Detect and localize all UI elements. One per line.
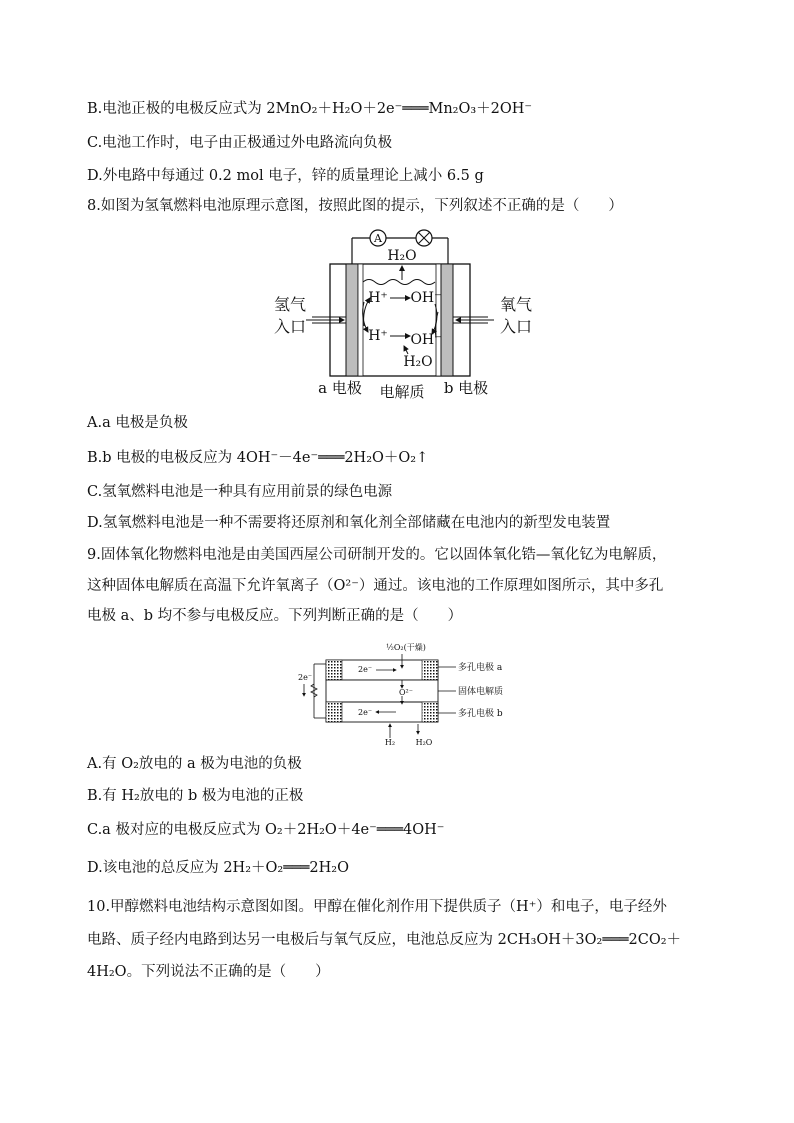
hydrogen-oxygen-fuel-cell-diagram <box>260 222 540 402</box>
q7-option-d: D.外电路中每通过 0.2 mol 电子，锌的质量理论上减小 6.5 g <box>87 168 484 184</box>
q9-option-a: A.有 O₂放电的 a 极为电池的负极 <box>87 756 302 772</box>
q10-stem-line-1: 10.甲醇燃料电池结构示意图如图。甲醇在催化剂作用下提供质子（H⁺）和电子，电子经外 <box>87 899 667 915</box>
h2-inlet-label-2: 入口 <box>273 317 307 336</box>
electron-circuit-label: 2e⁻ <box>298 673 313 682</box>
porous-electrode-b-label: 多孔电极 b <box>458 709 503 719</box>
q9-stem-line-2: 这种固体电解质在高温下允许氧离子（O²⁻）通过。该电池的工作原理如图所示，其中多孔 <box>87 578 664 594</box>
q9-stem-line-3: 电极 a、b 均不参与电极反应。下列判断正确的是（ ） <box>87 608 463 624</box>
ammeter-label: A <box>374 232 382 245</box>
h2o-bottom-label: H₂O <box>403 354 433 370</box>
electrode-b <box>441 264 453 376</box>
h2-label: H₂ <box>384 738 396 746</box>
porous-electrode-b-right <box>422 702 438 722</box>
q7-option-b: B.电池正极的电极反应式为 2MnO₂＋H₂O＋2e⁻═══Mn₂O₃＋2OH⁻ <box>87 101 533 117</box>
porous-electrode-a-left <box>326 660 342 680</box>
porous-electrode-a-right <box>422 660 438 680</box>
o2-dry-label: ½O₂(干燥) <box>386 643 426 652</box>
q8-option-b: B.b 电极的电极反应为 4OH⁻－4e⁻═══2H₂O＋O₂↑ <box>87 450 429 466</box>
electrode-a-label: a 电极 <box>318 379 362 397</box>
porous-electrode-a-label: 多孔电极 a <box>458 663 503 673</box>
electron-top-label: 2e⁻ <box>358 665 373 674</box>
q9-stem-line-1: 9.固体氧化物燃料电池是由美国西屋公司研制开发的。它以固体氧化锆—氧化钇为电解质， <box>87 547 667 563</box>
q8-option-c: C.氢氧燃料电池是一种具有应用前景的绿色电源 <box>87 484 393 500</box>
electrode-a <box>346 264 358 376</box>
q8-option-a: A.a 电极是负极 <box>87 415 188 431</box>
oh-minus-ion-2: OH⁻ <box>410 332 442 348</box>
h-plus-ion-1: H⁺ <box>368 290 388 306</box>
porous-electrode-b-left <box>326 702 342 722</box>
electron-bottom-label: 2e⁻ <box>358 708 373 717</box>
oxide-ion-label: O²⁻ <box>399 688 413 697</box>
q9-option-b: B.有 H₂放电的 b 极为电池的正极 <box>87 788 304 804</box>
q10-stem-line-2: 电路、质子经内电路到达另一电极后与氧气反应，电池总反应为 2CH₃OH＋3O₂═══2CO₂＋ <box>87 932 682 948</box>
q9-option-c: C.a 极对应的电极反应式为 O₂＋2H₂O＋4e⁻═══4OH⁻ <box>87 822 445 838</box>
q10-stem-line-3: 4H₂O。下列说法不正确的是（ ） <box>87 964 330 980</box>
solid-electrolyte-label: 固体电解质 <box>458 687 504 697</box>
h2o-label: H₂O <box>415 738 433 746</box>
o2-inlet-label-2: 入口 <box>499 317 533 336</box>
q8-stem: 8.如图为氢氧燃料电池原理示意图，按照此图的提示，下列叙述不正确的是（ ） <box>87 198 623 214</box>
solid-electrolyte <box>326 680 438 702</box>
q7-option-c: C.电池工作时，电子由正极通过外电路流向负极 <box>87 135 393 151</box>
q8-option-d: D.氢氧燃料电池是一种不需要将还原剂和氧化剂全部储藏在电池内的新型发电装置 <box>87 515 611 531</box>
solid-oxide-fuel-cell-diagram <box>292 634 522 746</box>
h2-inlet-label-1: 氢气 <box>273 295 307 314</box>
oh-minus-ion-1: OH⁻ <box>410 290 442 306</box>
h-plus-ion-2: H⁺ <box>368 328 388 344</box>
electrolyte-label: 电解质 <box>379 383 425 401</box>
o2-inlet-label-1: 氧气 <box>499 295 533 314</box>
electrode-b-label: b 电极 <box>443 379 489 397</box>
h2o-top-label: H₂O <box>387 248 417 264</box>
q9-option-d: D.该电池的总反应为 2H₂＋O₂═══2H₂O <box>87 860 349 876</box>
